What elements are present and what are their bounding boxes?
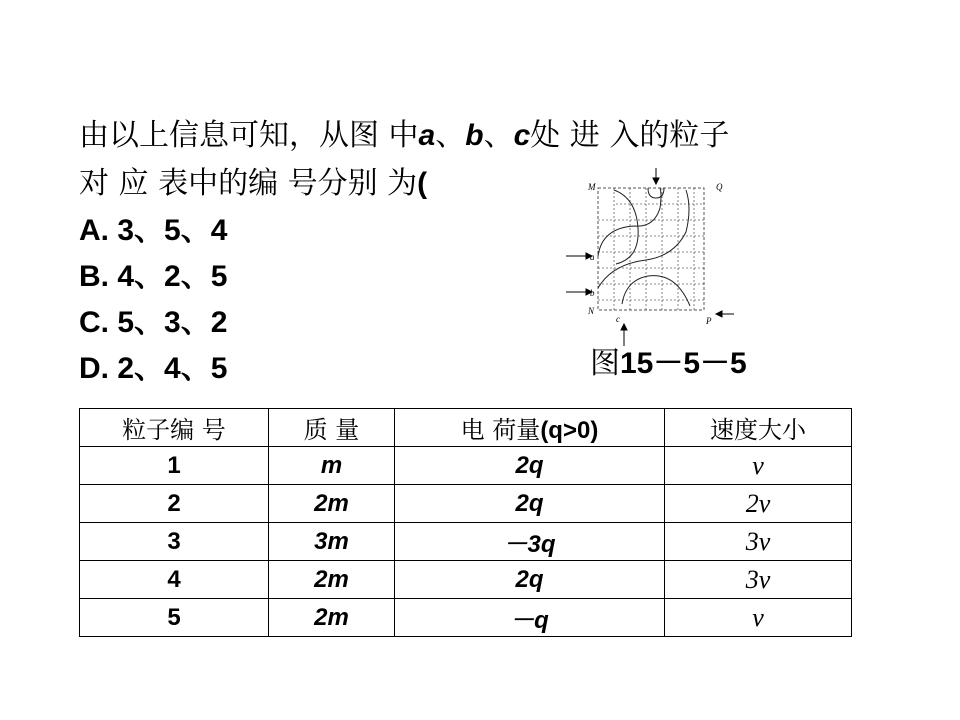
cell-id: 2	[80, 485, 269, 523]
speed-value: 2v	[745, 488, 771, 518]
label-a: a	[418, 119, 436, 152]
speed-value: 3v	[745, 564, 771, 594]
cell-id: 3	[80, 523, 269, 561]
option-letter: A	[79, 214, 101, 247]
cell-speed	[665, 599, 852, 637]
option-letter: C	[79, 306, 101, 339]
cell-speed	[665, 485, 852, 523]
speed-value: v	[752, 602, 764, 632]
label-m: M	[588, 182, 596, 192]
option-dot: .	[100, 352, 110, 385]
cell-mass: 2m	[269, 599, 395, 637]
cell-charge: －3q	[395, 523, 665, 561]
option-dot: .	[100, 306, 110, 339]
particle-trajectories	[598, 188, 690, 306]
question-text-3: 对 应 表中的编 号分别 为	[79, 166, 418, 201]
cell-mass: 2m	[269, 485, 395, 523]
label-c: c	[513, 119, 531, 152]
cell-charge: 2q	[395, 561, 665, 599]
speed-value: 3v	[745, 526, 771, 556]
header-speed: 速度大小	[665, 409, 852, 447]
label-a-fig: a	[590, 252, 595, 262]
magnetic-field-figure	[556, 168, 746, 348]
table-row	[80, 599, 852, 637]
cell-mass: 2m	[269, 561, 395, 599]
label-p: P	[706, 316, 712, 326]
header-id: 粒子编 号	[80, 409, 269, 447]
caption-prefix: 图	[590, 346, 620, 381]
label-b-fig: b	[590, 288, 595, 298]
table-row	[80, 523, 852, 561]
cell-speed	[665, 561, 852, 599]
header-charge-label: 电 荷量	[460, 416, 541, 444]
separator: 、	[483, 118, 514, 153]
header-mass: 质 量	[269, 409, 395, 447]
option-b[interactable]	[79, 257, 227, 297]
table-row	[80, 447, 852, 485]
figure-caption	[590, 344, 747, 384]
trajectory-arc	[598, 190, 689, 288]
label-n: N	[588, 306, 595, 316]
option-letter: B	[79, 260, 101, 293]
table-header-row	[80, 409, 852, 447]
cell-id: 4	[80, 561, 269, 599]
trajectory-arc	[598, 188, 661, 256]
option-text: 5、3、2	[117, 306, 228, 339]
charge-condition: (q>0)	[540, 417, 599, 444]
trajectory-arc	[648, 188, 664, 198]
speed-value: v	[752, 450, 764, 480]
table-row	[80, 485, 852, 523]
cell-speed	[665, 447, 852, 485]
question-text-2: 处 进 入的粒子	[530, 118, 730, 153]
question-line-1	[79, 116, 729, 156]
question-text-1: 由以上信息可知，从图 中	[79, 118, 419, 153]
cell-mass: m	[269, 447, 395, 485]
option-dot: .	[100, 260, 110, 293]
cell-id: 5	[80, 599, 269, 637]
question-line-2	[79, 164, 427, 204]
caption-number: 15－5－5	[620, 347, 747, 380]
cell-mass: 3m	[269, 523, 395, 561]
option-letter: D	[79, 352, 101, 385]
open-paren: (	[417, 167, 428, 200]
label-c-fig: c	[616, 314, 620, 324]
grid	[598, 188, 704, 310]
label-q: Q	[716, 182, 723, 192]
cell-id: 1	[80, 447, 269, 485]
separator: 、	[435, 118, 466, 153]
cell-charge: －q	[395, 599, 665, 637]
option-c[interactable]	[79, 303, 227, 343]
cell-charge: 2q	[395, 447, 665, 485]
trajectory-arc	[622, 276, 690, 306]
option-d[interactable]	[79, 349, 227, 389]
particle-table	[79, 408, 852, 637]
option-text: 2、4、5	[117, 352, 228, 385]
option-dot: .	[100, 214, 110, 247]
header-charge	[395, 409, 665, 447]
cell-charge: 2q	[395, 485, 665, 523]
option-a[interactable]	[79, 211, 227, 251]
option-text: 3、5、4	[117, 214, 228, 247]
option-text: 4、2、5	[117, 260, 228, 293]
label-b: b	[465, 119, 484, 152]
cell-speed	[665, 523, 852, 561]
table-row	[80, 561, 852, 599]
